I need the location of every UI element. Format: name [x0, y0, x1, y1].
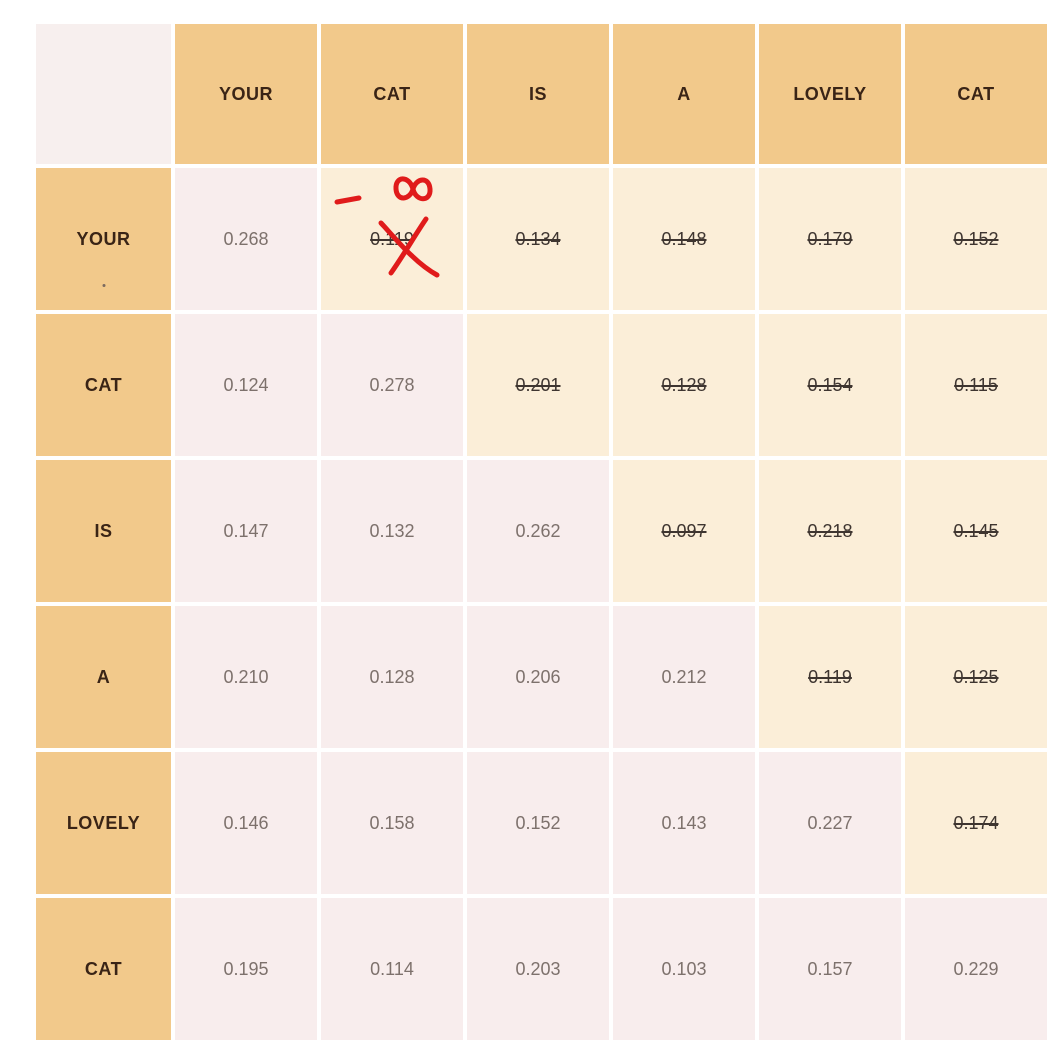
column-header-label: A: [677, 83, 691, 104]
attention-cell: [175, 460, 317, 602]
cell-value: 0.143: [661, 812, 707, 833]
cell-value: 0.148: [661, 228, 707, 249]
attention-cell: [467, 898, 609, 1040]
attention-cell: [321, 752, 463, 894]
cell-value: 0.114: [370, 958, 414, 979]
cell-value: 0.146: [223, 812, 269, 833]
cell-value: 0.203: [515, 958, 561, 979]
column-header: [613, 24, 755, 164]
cell-value: 0.154: [807, 374, 853, 395]
column-header: [467, 24, 609, 164]
column-header: [905, 24, 1047, 164]
attention-cell: [613, 752, 755, 894]
masked-cell: [759, 168, 901, 310]
row-header-label: LOVELY: [66, 812, 141, 833]
attention-cell: [321, 460, 463, 602]
attention-cell: [321, 314, 463, 456]
cell-value: 0.128: [369, 666, 415, 687]
masked-cell: [467, 314, 609, 456]
cell-value: 0.212: [661, 666, 707, 687]
cell-value: 0.134: [515, 228, 561, 249]
masked-cell: [613, 168, 755, 310]
row-header: [36, 460, 171, 602]
masked-cell: [759, 314, 901, 456]
masked-cell: [759, 606, 901, 748]
corner-cell: [36, 24, 171, 164]
cross-out-mark: [381, 219, 437, 275]
cell-value: 0.097: [661, 520, 707, 541]
dot-mark: [102, 284, 105, 287]
cell-value: 0.174: [953, 812, 999, 833]
row-header-label: CAT: [84, 958, 123, 979]
attention-cell: [759, 752, 901, 894]
column-header: [759, 24, 901, 164]
cell-value: 0.206: [515, 666, 561, 687]
row-header-label: CAT: [84, 374, 123, 395]
cell-value: 0.115: [954, 374, 998, 395]
attention-cell: [467, 606, 609, 748]
row-header: [36, 168, 171, 310]
cell-value: 0.227: [807, 812, 853, 833]
attention-cell: [613, 898, 755, 1040]
attention-cell: [759, 898, 901, 1040]
cell-value: 0.179: [807, 228, 853, 249]
attention-cell: [175, 752, 317, 894]
row-header: [36, 314, 171, 456]
attention-cell: [175, 606, 317, 748]
cell-value: 0.119: [808, 666, 852, 687]
column-header-label: YOUR: [218, 83, 273, 104]
masked-cell: [905, 460, 1047, 602]
cell-value: 0.218: [807, 520, 853, 541]
cell-value: 0.229: [953, 958, 999, 979]
row-header-label: A: [96, 666, 111, 687]
masked-cell: [759, 460, 901, 602]
attention-cell: [905, 898, 1047, 1040]
cell-value: 0.262: [515, 520, 561, 541]
cell-value: 0.152: [953, 228, 999, 249]
row-header-label: IS: [94, 520, 113, 541]
cell-value: 0.157: [807, 958, 853, 979]
minus-infinity-mark: [337, 179, 430, 202]
column-header: [321, 24, 463, 164]
attention-cell: [175, 168, 317, 310]
masked-cell: [613, 314, 755, 456]
handwritten-annotation: [325, 165, 455, 285]
cell-value: 0.132: [369, 520, 415, 541]
masked-cell: [905, 752, 1047, 894]
cell-value: 0.195: [223, 958, 269, 979]
cell-value: 0.278: [369, 374, 415, 395]
cell-value: 0.145: [953, 520, 999, 541]
row-header: [36, 898, 171, 1040]
attention-cell: [467, 460, 609, 602]
cell-value: 0.128: [661, 374, 707, 395]
row-header-label: YOUR: [76, 228, 131, 249]
masked-cell: [905, 606, 1047, 748]
row-header: [36, 752, 171, 894]
masked-cell: [905, 314, 1047, 456]
cell-value: 0.103: [661, 958, 707, 979]
attention-matrix: [36, 24, 1047, 1040]
cell-value: 0.119: [370, 228, 414, 249]
column-header-label: IS: [528, 83, 547, 104]
cell-value: 0.210: [223, 666, 269, 687]
masked-cell: [613, 460, 755, 602]
cell-value: 0.124: [223, 374, 269, 395]
masked-cell: [467, 168, 609, 310]
cell-value: 0.201: [515, 374, 561, 395]
attention-cell: [613, 606, 755, 748]
cell-value: 0.125: [953, 666, 999, 687]
column-header-label: CAT: [373, 83, 411, 104]
cell-value: 0.147: [223, 520, 269, 541]
row-header: [36, 606, 171, 748]
cell-value: 0.158: [369, 812, 415, 833]
attention-cell: [321, 606, 463, 748]
attention-cell: [467, 752, 609, 894]
attention-cell: [175, 898, 317, 1040]
attention-cell: [321, 898, 463, 1040]
attention-cell: [175, 314, 317, 456]
column-header: [175, 24, 317, 164]
column-header-label: LOVELY: [793, 83, 867, 104]
masked-cell: [905, 168, 1047, 310]
column-header-label: CAT: [957, 83, 995, 104]
cell-value: 0.152: [515, 812, 561, 833]
cell-value: 0.268: [223, 228, 269, 249]
